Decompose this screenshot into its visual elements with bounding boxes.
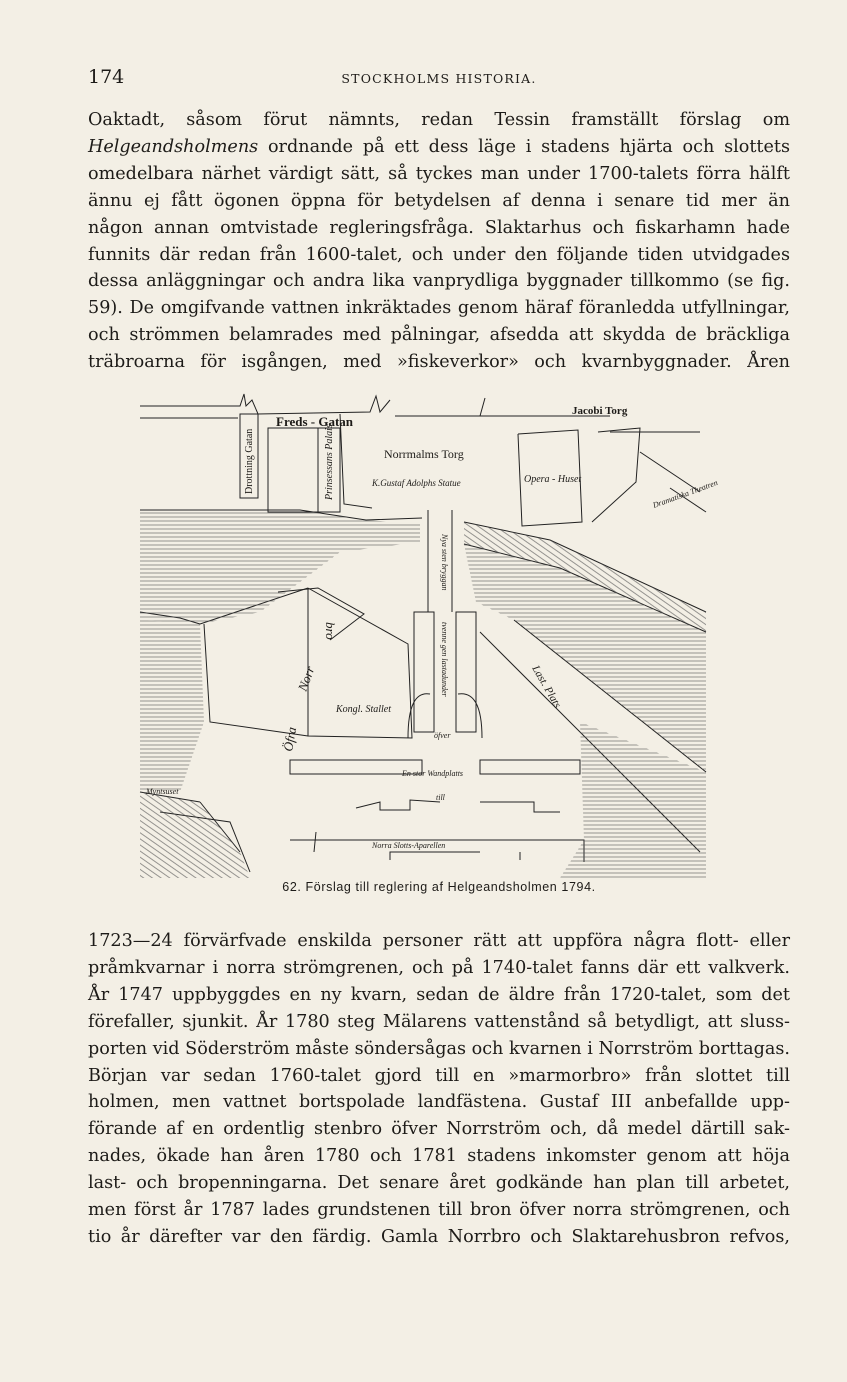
label-norr: Norr — [294, 664, 318, 694]
text-line: förefaller, sjunkit. År 1780 steg Mälarens vattenstånd så betydligt, att sluss- — [88, 1011, 790, 1032]
text-line: träbroarna för isgången, med »fiskeverkor» och kvarnbyggnader. Åren — [88, 352, 790, 373]
running-title: STOCKHOLMS HISTORIA. — [341, 71, 537, 86]
text-line: men först år 1787 lades grundstenen till bron öfver norra strömgrenen, och — [88, 1200, 790, 1221]
page-header — [88, 66, 790, 92]
label-ofra: Öfra — [280, 725, 300, 753]
label-myntsuset: Myntsuset — [146, 787, 179, 796]
italic-term: Helgeandsholmens — [88, 136, 259, 157]
label-dramatiska-theatren: Dramatiska Theatren — [651, 478, 719, 510]
text-line: holmen, men vattnet bortspolade landfästena. Gustaf III anbefallde upp- — [88, 1092, 790, 1113]
text-line: Oaktadt, såsom förut nämnts, redan Tessin framställt förslag om — [88, 110, 790, 130]
text-line — [88, 134, 790, 161]
label-tvenne-ladugardar: tvenne gen lastadunder — [440, 622, 449, 697]
label-till: till — [436, 793, 445, 802]
text-line: 59). De omgifvande vattnen inkräktades genom häraf föranledda utfyllningar, — [88, 298, 790, 319]
map-drawing — [140, 392, 719, 878]
text-line: ännu ej fått ögonen öppna för betydelsen af denna i senare tid mer än — [88, 190, 790, 211]
text-line: omedelbara närhet värdigt sätt, så tyckes man under 1700-talets förra hälft — [88, 163, 790, 184]
label-drottning-gatan: Drottning Gatan — [244, 428, 255, 494]
text-line: 1723—24 förvärfvade enskilda personer rätt att uppföra några flott- eller — [88, 931, 790, 951]
text-line: last- och bropenningarna. Det senare året godkände han plan till arbetet, — [88, 1173, 790, 1194]
label-jacobi-torg: Jacobi Torg — [572, 405, 628, 417]
label-norrmalms-torg: Norrmalms Torg — [384, 447, 464, 461]
text-line: porten vid Söderström måste söndersågas och kvarnen i Norrström borttagas. — [88, 1038, 790, 1059]
text-line: förande af en ordentlig stenbro öfver Norrström och, då medel därtill sak- — [88, 1119, 790, 1140]
paragraph-2 — [88, 928, 790, 1251]
label-norra-slotts-aparellen: Norra Slotts-Aparellen — [372, 841, 446, 850]
page-number: 174 — [88, 66, 125, 88]
label-en-stor-wandplatts: En stor Wandplatts — [402, 769, 464, 778]
text-line: Början var sedan 1760-talet gjord till en »marmorbro» från slottet till — [88, 1065, 790, 1086]
label-kongl-stallet: Kongl. Stallet — [336, 704, 391, 715]
text-line: nades, ökade han åren 1780 och 1781 stadens inkomster genom att höja — [88, 1146, 790, 1167]
label-lastadie-plats: Last. Plats — [529, 663, 564, 711]
regulation-plan-figure — [140, 392, 719, 878]
text-line: År 1747 uppbyggdes en ny kvarn, sedan de äldre från 1720-talet, som det — [88, 984, 790, 1005]
text-line: dessa anläggningar och andra lika vanprydliga byggnader tillkommo (se fig. — [88, 271, 790, 292]
text-line: funnits där redan från 1600-talet, och under den följande tiden utvidgades — [88, 244, 790, 265]
label-opera-huset: Opera - Huset — [524, 474, 582, 485]
label-ofver: öfver — [434, 731, 451, 740]
figure-caption: 62. Förslag till reglering af Helgeandsholmen 1794. — [282, 880, 596, 894]
paragraph-1 — [88, 107, 790, 376]
text-line: någon annan omtvistade regleringsfråga. Slaktarhus och fiskarhamn hade — [88, 217, 790, 238]
label-nya-stenbryggan: Nya sten bryggan — [440, 534, 449, 591]
text-line: pråmkvarnar i norra strömgrenen, och på 1740-talet fanns där ett valkverk. — [88, 957, 790, 978]
label-prinsessans-palais: Prinsessans Palais — [324, 424, 335, 500]
label-bro: bro — [323, 622, 338, 640]
text-line: och strömmen belamrades med pålningar, afsedda att skydda de bräckliga — [88, 325, 790, 346]
label-freds-gatan: Freds - Gatan — [276, 414, 354, 429]
text-line-rest: ordnande på ett dess läge i stadens hjärta och slottets — [267, 136, 791, 157]
label-gustaf-adolphs-statue: K.Gustaf Adolphs Statue — [372, 478, 461, 488]
text-line: tio år därefter var den färdig. Gamla Norrbro och Slaktarehusbron refvos, — [88, 1226, 790, 1247]
